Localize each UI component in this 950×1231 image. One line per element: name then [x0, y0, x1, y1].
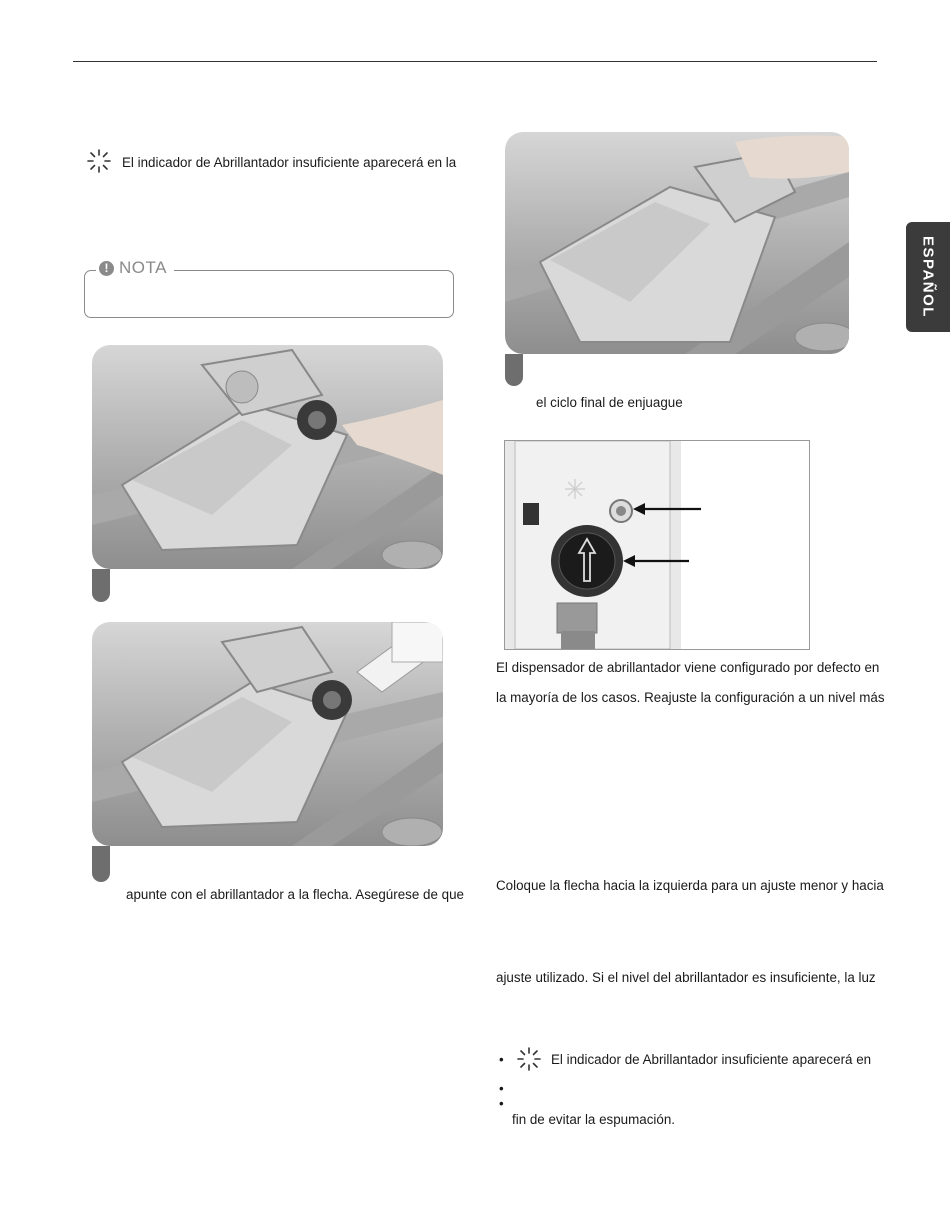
- sparkle-icon: [516, 1046, 542, 1072]
- para2-line1: Coloque la flecha hacia la izquierda para un ajuste menor y hacia: [496, 878, 884, 893]
- language-tab: [906, 222, 950, 332]
- note-title: [96, 258, 174, 278]
- dispenser-diagram: [504, 440, 810, 650]
- header-rule: [73, 61, 877, 62]
- para1-line2: la mayoría de los casos. Reajuste la configuración a un nivel más: [496, 690, 885, 705]
- para2-line2: ajuste utilizado. Si el nivel del abrillantador es insuficiente, la luz: [496, 970, 876, 985]
- photo-open-dispenser: [92, 345, 443, 569]
- indicator-text: El indicador de Abrillantador insuficiente aparecerá en la: [122, 155, 457, 170]
- photo-filling-dispenser: [92, 622, 443, 846]
- photo2-caption: apunte con el abrillantador a la flecha. Asegúrese de que: [126, 887, 464, 902]
- note-label: NOTA: [119, 258, 167, 277]
- language-tab-label: ESPAÑOL: [919, 236, 937, 318]
- sparkle-icon: [86, 148, 112, 174]
- photo-bar: [92, 569, 110, 602]
- exclamation-icon: !: [99, 261, 114, 276]
- photo-closing-lid: [505, 132, 849, 354]
- photo3-caption: el ciclo final de enjuague: [536, 395, 683, 410]
- bullet-dot: •: [499, 1096, 504, 1111]
- photo-bar: [505, 354, 523, 386]
- photo-bar: [92, 846, 110, 882]
- bullet-dot: •: [499, 1081, 504, 1096]
- bullet-dot: •: [499, 1052, 504, 1067]
- bullet3-text: fin de evitar la espumación.: [512, 1112, 676, 1127]
- bullet1-text: El indicador de Abrillantador insuficiente aparecerá en: [551, 1052, 872, 1067]
- para1-line1: El dispensador de abrillantador viene configurado por defecto en: [496, 660, 880, 675]
